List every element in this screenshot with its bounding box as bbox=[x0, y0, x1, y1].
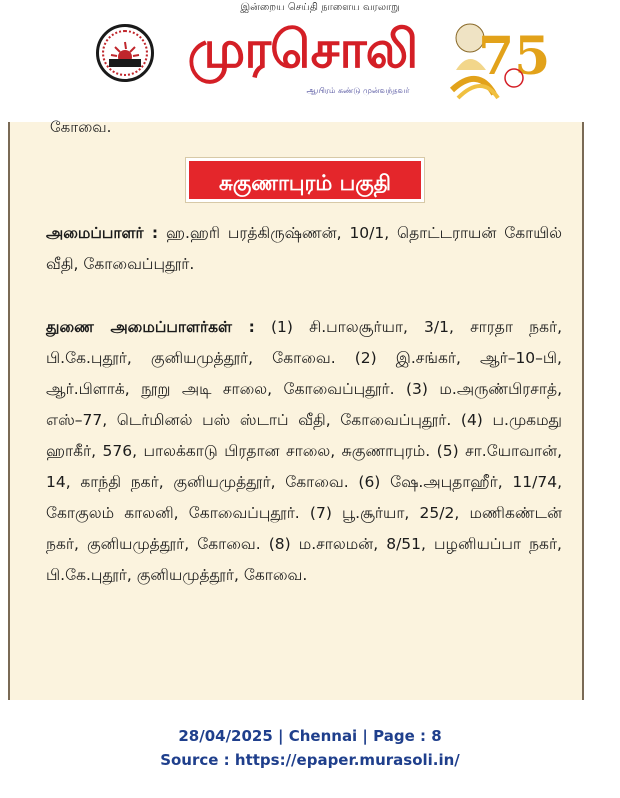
rising-sun-icon bbox=[109, 39, 141, 67]
party-emblem bbox=[96, 24, 154, 82]
source-link[interactable]: Source : https://epaper.murasoli.in/ bbox=[160, 751, 460, 769]
deputy-organisers-label: துணை அமைப்பாளர்கள் : bbox=[46, 318, 255, 336]
organiser-text: ஹ.ஹரி பரத்கிருஷ்ணன், 10/1, தொட்டராயன் கோயில் வீதி, கோவைப்புதூர். bbox=[46, 224, 562, 273]
murasoli-logo: முரசொலி bbox=[187, 20, 418, 80]
footer bbox=[0, 724, 620, 772]
logo-subtitle: ஆயிரம் கண்டு முன்வந்தவர் bbox=[306, 86, 410, 95]
section-title: சுகுணாபுரம் பகுதி bbox=[186, 158, 424, 202]
masthead bbox=[0, 0, 620, 112]
cut-off-text: கோவை. bbox=[50, 118, 112, 136]
organiser-label: அமைப்பாளர் : bbox=[46, 224, 159, 242]
organiser-paragraph bbox=[46, 218, 562, 280]
deputy-organisers-paragraph bbox=[46, 312, 562, 591]
deputy-organisers-text: (1) சி.பாலசூர்யா, 3/1, சாரதா நகர், பி.கே.புதூர், குனியமுத்தூர், கோவை. (2) இ.சங்கர், ஆர்–10–பி, ஆர்.பிளாக், நூறு அடி சாலை, கோவைப்புதூர். (3) ம.அருண்பிரசாத், எஸ்–77, டெர்மினல் பஸ் ஸ்டாப் வீதி, கோவைப்புதூர். (4) ப.முகமது ஹாகீர், 576, பாலக்காடு பிரதான சாலை, சுகுணாபுரம். (5) சா.யோவான், 14, காந்தி நகர், குனியமுத்தூர், கோவை. (6) ஷே.அபுதாஹீர், 11/74, கோகுலம் காலனி, கோவைப்புதூர். (7) பூ.சூர்யா, 25/2, மணிகண்டன் நகர், குனியமுத்தூர், கோவை. (8) ம.சாலமன், 8/51, பழனியப்பா நகர், பி.கே.புதூர், குனியமுத்தூர், கோவை. bbox=[46, 318, 563, 584]
article-panel bbox=[8, 118, 584, 700]
tagline: இன்றைய செய்தி நாளைய வரலாறு bbox=[240, 2, 400, 13]
anniversary-75-icon bbox=[448, 8, 551, 100]
dateline: 28/04/2025 | Chennai | Page : 8 bbox=[178, 727, 442, 745]
anniversary-number: 75 bbox=[478, 26, 551, 87]
